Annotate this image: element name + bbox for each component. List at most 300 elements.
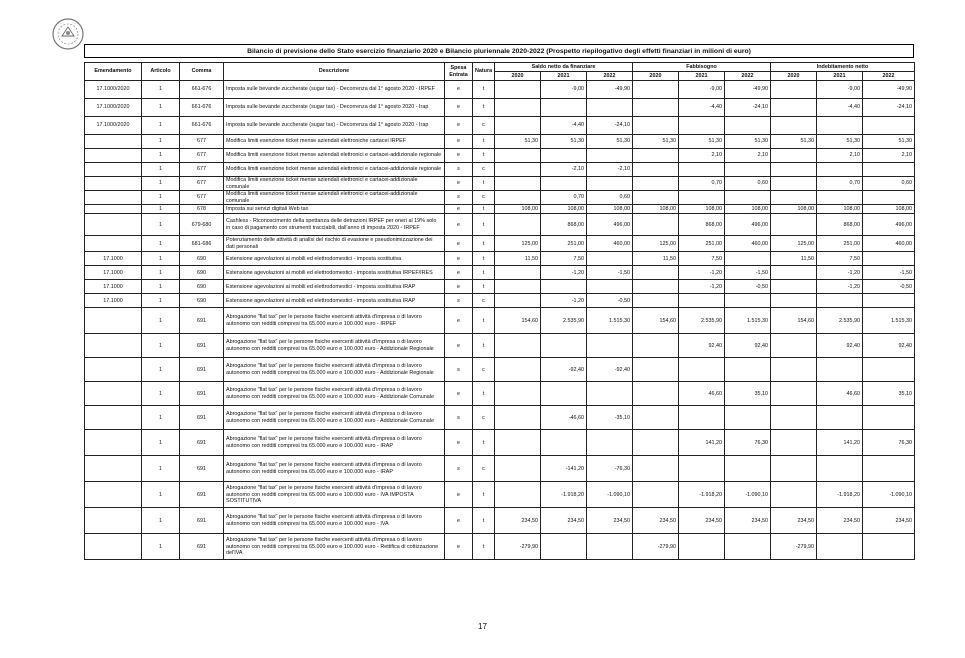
cell-descrizione: Modifica limiti esenzione ticket mense aziendali elettroniche cartacei IRPEF — [224, 135, 445, 149]
cell-descrizione: Abrogazione "flat tax" per le persone fisiche esercenti attività d'impresa o di lavoro autonomo con redditi compresi tra 65.000 euro e 100.000 euro - IRAP — [224, 456, 445, 482]
cell-fabbisogno-2020 — [633, 280, 679, 294]
seal-emblem-icon — [50, 16, 86, 52]
cell-comma: 691 — [180, 456, 224, 482]
cell-descrizione: Estensione agevolazioni ai mobili ed elettrodomestici - imposta sostitutiva IRAP — [224, 294, 445, 308]
cell-comma: 677 — [180, 163, 224, 177]
cell-indebitamento-2020 — [771, 430, 817, 456]
cell-articolo: 1 — [142, 534, 180, 560]
cell-fabbisogno-2020 — [633, 99, 679, 117]
cell-indebitamento-2021: -1.918,20 — [817, 482, 863, 508]
cell-natura: t — [473, 266, 495, 280]
cell-articolo: 1 — [142, 406, 180, 430]
cell-articolo: 1 — [142, 205, 180, 214]
cell-saldo-2022 — [587, 149, 633, 163]
header-year: 2020 — [633, 72, 679, 81]
cell-natura: t — [473, 280, 495, 294]
cell-fabbisogno-2020: 125,00 — [633, 236, 679, 252]
cell-natura: c — [473, 191, 495, 205]
cell-emendamento — [85, 149, 142, 163]
cell-spesa-entrata: e — [445, 280, 473, 294]
cell-emendamento — [85, 308, 142, 334]
cell-saldo-2020 — [495, 382, 541, 406]
cell-comma: 691 — [180, 406, 224, 430]
cell-saldo-2021: -9,00 — [541, 81, 587, 99]
cell-fabbisogno-2021: 234,50 — [679, 508, 725, 534]
cell-saldo-2022: -35,10 — [587, 406, 633, 430]
cell-fabbisogno-2022 — [725, 117, 771, 135]
cell-indebitamento-2022 — [863, 406, 915, 430]
cell-articolo: 1 — [142, 214, 180, 236]
cell-saldo-2022: -92,40 — [587, 358, 633, 382]
header-year: 2022 — [725, 72, 771, 81]
cell-saldo-2022 — [587, 252, 633, 266]
cell-fabbisogno-2022 — [725, 534, 771, 560]
cell-spesa-entrata: s — [445, 358, 473, 382]
cell-articolo: 1 — [142, 163, 180, 177]
cell-emendamento: 17.1000 — [85, 252, 142, 266]
table-header — [85, 63, 915, 81]
cell-descrizione: Imposta sui servizi digitali Web tax — [224, 205, 445, 214]
cell-indebitamento-2020: 125,00 — [771, 236, 817, 252]
cell-saldo-2021 — [541, 382, 587, 406]
table-row — [85, 163, 915, 177]
cell-saldo-2020 — [495, 358, 541, 382]
cell-saldo-2021: -92,40 — [541, 358, 587, 382]
cell-comma: 691 — [180, 508, 224, 534]
cell-comma: 677 — [180, 149, 224, 163]
cell-descrizione: Estensione agevolazioni ai mobili ed elettrodomestici - imposta sostitutiva — [224, 252, 445, 266]
cell-fabbisogno-2020 — [633, 456, 679, 482]
table-row — [85, 482, 915, 508]
cell-emendamento — [85, 482, 142, 508]
cell-saldo-2021: 51,30 — [541, 135, 587, 149]
cell-indebitamento-2020: 154,60 — [771, 308, 817, 334]
cell-descrizione: Estensione agevolazioni ai mobili ed elettrodomestici - imposta sostitutiva IRAP — [224, 280, 445, 294]
cell-spesa-entrata: e — [445, 205, 473, 214]
cell-saldo-2022 — [587, 334, 633, 358]
cell-fabbisogno-2020 — [633, 149, 679, 163]
cell-fabbisogno-2021: 251,00 — [679, 236, 725, 252]
cell-natura: t — [473, 135, 495, 149]
cell-articolo: 1 — [142, 149, 180, 163]
table-row — [85, 294, 915, 308]
cell-indebitamento-2022: -24,10 — [863, 99, 915, 117]
cell-fabbisogno-2022: -24,10 — [725, 99, 771, 117]
header-articolo: Articolo — [142, 63, 180, 81]
cell-natura: c — [473, 406, 495, 430]
cell-emendamento: 17.1000 — [85, 294, 142, 308]
cell-fabbisogno-2022: 2,10 — [725, 149, 771, 163]
cell-saldo-2021: 234,50 — [541, 508, 587, 534]
cell-indebitamento-2021 — [817, 534, 863, 560]
cell-natura: t — [473, 149, 495, 163]
cell-indebitamento-2022: -1.090,10 — [863, 482, 915, 508]
cell-saldo-2020 — [495, 280, 541, 294]
cell-indebitamento-2022 — [863, 534, 915, 560]
cell-comma: 677 — [180, 177, 224, 191]
cell-saldo-2022 — [587, 430, 633, 456]
cell-natura: t — [473, 177, 495, 191]
cell-fabbisogno-2022 — [725, 191, 771, 205]
cell-emendamento — [85, 163, 142, 177]
cell-fabbisogno-2022: 0,60 — [725, 177, 771, 191]
cell-fabbisogno-2020: 11,50 — [633, 252, 679, 266]
cell-indebitamento-2020: 11,50 — [771, 252, 817, 266]
cell-fabbisogno-2020 — [633, 266, 679, 280]
cell-spesa-entrata: e — [445, 117, 473, 135]
cell-saldo-2021: -1.918,20 — [541, 482, 587, 508]
cell-spesa-entrata: s — [445, 456, 473, 482]
table-row — [85, 177, 915, 191]
cell-fabbisogno-2021 — [679, 294, 725, 308]
table-row — [85, 117, 915, 135]
cell-articolo: 1 — [142, 99, 180, 117]
cell-natura: c — [473, 456, 495, 482]
cell-fabbisogno-2020: 51,30 — [633, 135, 679, 149]
cell-fabbisogno-2021: 868,00 — [679, 214, 725, 236]
cell-fabbisogno-2021: 141,20 — [679, 430, 725, 456]
cell-saldo-2021: 868,00 — [541, 214, 587, 236]
cell-saldo-2020 — [495, 482, 541, 508]
cell-fabbisogno-2022: 1.515,30 — [725, 308, 771, 334]
cell-indebitamento-2020 — [771, 406, 817, 430]
cell-articolo: 1 — [142, 81, 180, 99]
cell-comma: 661-676 — [180, 81, 224, 99]
cell-saldo-2021 — [541, 334, 587, 358]
cell-indebitamento-2021 — [817, 163, 863, 177]
cell-fabbisogno-2020 — [633, 406, 679, 430]
cell-articolo: 1 — [142, 294, 180, 308]
cell-saldo-2021: -46,60 — [541, 406, 587, 430]
cell-spesa-entrata: e — [445, 534, 473, 560]
cell-spesa-entrata: e — [445, 236, 473, 252]
cell-natura: t — [473, 430, 495, 456]
cell-emendamento — [85, 456, 142, 482]
cell-indebitamento-2020: 51,30 — [771, 135, 817, 149]
cell-indebitamento-2021: 141,20 — [817, 430, 863, 456]
cell-fabbisogno-2020: -279,90 — [633, 534, 679, 560]
cell-descrizione: Abrogazione "flat tax" per le persone fisiche esercenti attività d'impresa o di lavoro autonomo con redditi compresi tra 65.000 euro e 100.000 euro - IRAP — [224, 430, 445, 456]
cell-fabbisogno-2021 — [679, 406, 725, 430]
cell-natura: c — [473, 294, 495, 308]
cell-saldo-2020: 154,60 — [495, 308, 541, 334]
cell-fabbisogno-2020: 234,50 — [633, 508, 679, 534]
cell-saldo-2020: 11,50 — [495, 252, 541, 266]
cell-saldo-2020 — [495, 81, 541, 99]
cell-saldo-2022: -2,10 — [587, 163, 633, 177]
cell-fabbisogno-2021: 2.535,90 — [679, 308, 725, 334]
cell-saldo-2022: 51,30 — [587, 135, 633, 149]
cell-comma: 691 — [180, 308, 224, 334]
cell-saldo-2022 — [587, 382, 633, 406]
cell-descrizione: Imposta sulle bevande zuccherate (sugar tax) - Decorrenza dal 1° agosto 2020 - Irap — [224, 99, 445, 117]
cell-saldo-2021 — [541, 280, 587, 294]
cell-indebitamento-2020 — [771, 334, 817, 358]
cell-indebitamento-2022: 35,10 — [863, 382, 915, 406]
cell-comma: 677 — [180, 191, 224, 205]
header-emendamento: Emendamento — [85, 63, 142, 81]
cell-fabbisogno-2020 — [633, 191, 679, 205]
cell-fabbisogno-2022: -1.090,10 — [725, 482, 771, 508]
cell-articolo: 1 — [142, 266, 180, 280]
cell-fabbisogno-2020 — [633, 358, 679, 382]
cell-fabbisogno-2021: 108,00 — [679, 205, 725, 214]
cell-fabbisogno-2022: 234,50 — [725, 508, 771, 534]
cell-emendamento: 17.1000/2020 — [85, 81, 142, 99]
cell-fabbisogno-2022: 76,30 — [725, 430, 771, 456]
cell-fabbisogno-2021 — [679, 358, 725, 382]
cell-fabbisogno-2022: 460,00 — [725, 236, 771, 252]
cell-indebitamento-2021: 51,30 — [817, 135, 863, 149]
cell-indebitamento-2022: 460,00 — [863, 236, 915, 252]
cell-saldo-2020 — [495, 117, 541, 135]
cell-natura: t — [473, 236, 495, 252]
cell-saldo-2021: 251,00 — [541, 236, 587, 252]
cell-comma: 678 — [180, 205, 224, 214]
cell-indebitamento-2021: 2,10 — [817, 149, 863, 163]
header-year: 2022 — [587, 72, 633, 81]
cell-fabbisogno-2022 — [725, 252, 771, 266]
cell-fabbisogno-2021 — [679, 191, 725, 205]
cell-saldo-2022 — [587, 280, 633, 294]
cell-natura: t — [473, 534, 495, 560]
cell-indebitamento-2022 — [863, 294, 915, 308]
cell-spesa-entrata: e — [445, 482, 473, 508]
header-year: 2020 — [495, 72, 541, 81]
cell-saldo-2022: -1.090,10 — [587, 482, 633, 508]
cell-fabbisogno-2021: -1.918,20 — [679, 482, 725, 508]
cell-indebitamento-2022: -1,50 — [863, 266, 915, 280]
cell-indebitamento-2020 — [771, 280, 817, 294]
cell-articolo: 1 — [142, 358, 180, 382]
cell-emendamento — [85, 508, 142, 534]
cell-saldo-2022 — [587, 534, 633, 560]
cell-descrizione: Modifica limiti esenzione ticket mense aziendali elettronici e cartacei-addizionale regionale — [224, 163, 445, 177]
cell-spesa-entrata: e — [445, 382, 473, 406]
cell-descrizione: Abrogazione "flat tax" per le persone fisiche esercenti attività d'impresa o di lavoro autonomo con redditi compresi tra 65.000 euro e 100.000 euro - IVA — [224, 508, 445, 534]
cell-fabbisogno-2021: 92,40 — [679, 334, 725, 358]
table-row — [85, 149, 915, 163]
effects-table — [84, 62, 915, 560]
cell-indebitamento-2022: 2,10 — [863, 149, 915, 163]
cell-natura: t — [473, 205, 495, 214]
cell-descrizione: Abrogazione "flat tax" per le persone fisiche esercenti attività d'impresa o di lavoro autonomo con redditi compresi tra 65.000 euro e 100.000 euro - Addizionale Comunale — [224, 382, 445, 406]
cell-fabbisogno-2022 — [725, 163, 771, 177]
cell-fabbisogno-2020 — [633, 177, 679, 191]
cell-articolo: 1 — [142, 280, 180, 294]
page-number: 17 — [478, 622, 487, 631]
cell-indebitamento-2022: 0,60 — [863, 177, 915, 191]
cell-indebitamento-2020 — [771, 358, 817, 382]
cell-fabbisogno-2021: 0,70 — [679, 177, 725, 191]
cell-saldo-2021: 7,50 — [541, 252, 587, 266]
header-year: 2022 — [863, 72, 915, 81]
cell-spesa-entrata: e — [445, 266, 473, 280]
cell-articolo: 1 — [142, 252, 180, 266]
cell-fabbisogno-2020 — [633, 214, 679, 236]
table-body — [85, 81, 915, 560]
cell-saldo-2020: 51,30 — [495, 135, 541, 149]
cell-saldo-2022 — [587, 99, 633, 117]
cell-indebitamento-2021: -1,20 — [817, 280, 863, 294]
cell-spesa-entrata: e — [445, 334, 473, 358]
cell-emendamento — [85, 406, 142, 430]
cell-natura: t — [473, 308, 495, 334]
cell-saldo-2021: -1,20 — [541, 294, 587, 308]
table-row — [85, 266, 915, 280]
cell-indebitamento-2021: -4,40 — [817, 99, 863, 117]
cell-indebitamento-2021 — [817, 456, 863, 482]
cell-comma: 691 — [180, 382, 224, 406]
cell-indebitamento-2020: -279,90 — [771, 534, 817, 560]
cell-descrizione: Modifica limiti esenzione ticket mense aziendali elettronici e cartacei-addizionale comunale — [224, 177, 445, 191]
cell-articolo: 1 — [142, 334, 180, 358]
cell-saldo-2022: 108,00 — [587, 205, 633, 214]
cell-saldo-2022: 0,60 — [587, 191, 633, 205]
table-row — [85, 358, 915, 382]
cell-saldo-2020: -279,90 — [495, 534, 541, 560]
cell-fabbisogno-2022: -0,50 — [725, 280, 771, 294]
cell-saldo-2021: -141,20 — [541, 456, 587, 482]
cell-spesa-entrata: e — [445, 149, 473, 163]
cell-indebitamento-2020: 108,00 — [771, 205, 817, 214]
cell-descrizione: Modifica limiti esenzione ticket mense aziendali elettronici e cartacei-addizionale comunale — [224, 191, 445, 205]
cell-indebitamento-2020 — [771, 117, 817, 135]
cell-spesa-entrata: e — [445, 99, 473, 117]
cell-saldo-2021: -2,10 — [541, 163, 587, 177]
cell-saldo-2021 — [541, 99, 587, 117]
cell-indebitamento-2021: -1,20 — [817, 266, 863, 280]
cell-indebitamento-2022: 76,30 — [863, 430, 915, 456]
cell-saldo-2020 — [495, 177, 541, 191]
cell-natura: t — [473, 382, 495, 406]
cell-indebitamento-2021: 868,00 — [817, 214, 863, 236]
cell-saldo-2020 — [495, 294, 541, 308]
cell-comma: 691 — [180, 334, 224, 358]
cell-emendamento — [85, 135, 142, 149]
cell-indebitamento-2022: 108,00 — [863, 205, 915, 214]
cell-indebitamento-2021: 0,70 — [817, 177, 863, 191]
table-row — [85, 334, 915, 358]
cell-indebitamento-2021: 251,00 — [817, 236, 863, 252]
cell-articolo: 1 — [142, 382, 180, 406]
cell-natura: t — [473, 334, 495, 358]
cell-descrizione: Abrogazione "flat tax" per le persone fisiche esercenti attività d'impresa o di lavoro autonomo con redditi compresi tra 65.000 euro e 100.000 euro - Addizionale Regionale — [224, 358, 445, 382]
cell-indebitamento-2020 — [771, 81, 817, 99]
cell-emendamento — [85, 334, 142, 358]
table-row — [85, 406, 915, 430]
cell-indebitamento-2020 — [771, 294, 817, 308]
cell-articolo: 1 — [142, 456, 180, 482]
cell-indebitamento-2021: 92,40 — [817, 334, 863, 358]
cell-saldo-2022 — [587, 177, 633, 191]
header-descrizione: Descrizione — [224, 63, 445, 81]
cell-fabbisogno-2022: 51,30 — [725, 135, 771, 149]
table-row — [85, 430, 915, 456]
cell-descrizione: Abrogazione "flat tax" per le persone fisiche esercenti attività d'impresa o di lavoro autonomo con redditi compresi tra 65.000 euro e 100.000 euro - Rettifica di cottizzazione del'IVA — [224, 534, 445, 560]
cell-emendamento — [85, 382, 142, 406]
cell-indebitamento-2021 — [817, 191, 863, 205]
cell-indebitamento-2020: 234,50 — [771, 508, 817, 534]
cell-articolo: 1 — [142, 236, 180, 252]
cell-saldo-2021: 0,70 — [541, 191, 587, 205]
cell-descrizione: Estensione agevolazioni ai mobili ed elettrodomestici - imposta sostitutiva IRPEF/IRES — [224, 266, 445, 280]
cell-indebitamento-2022 — [863, 456, 915, 482]
cell-saldo-2020 — [495, 406, 541, 430]
header-indebitamento: Indebitamento netto — [771, 63, 915, 72]
cell-saldo-2020: 234,50 — [495, 508, 541, 534]
cell-fabbisogno-2020: 154,60 — [633, 308, 679, 334]
cell-natura: t — [473, 508, 495, 534]
cell-indebitamento-2020 — [771, 191, 817, 205]
cell-indebitamento-2020 — [771, 149, 817, 163]
cell-fabbisogno-2021 — [679, 456, 725, 482]
cell-fabbisogno-2021: -4,40 — [679, 99, 725, 117]
header-year: 2020 — [771, 72, 817, 81]
cell-fabbisogno-2020 — [633, 482, 679, 508]
cell-emendamento — [85, 205, 142, 214]
cell-indebitamento-2021: 46,60 — [817, 382, 863, 406]
cell-natura: t — [473, 482, 495, 508]
cell-spesa-entrata: e — [445, 252, 473, 266]
cell-indebitamento-2020 — [771, 99, 817, 117]
cell-articolo: 1 — [142, 177, 180, 191]
table-row — [85, 191, 915, 205]
cell-fabbisogno-2020 — [633, 334, 679, 358]
cell-natura: t — [473, 81, 495, 99]
cell-saldo-2022: 496,00 — [587, 214, 633, 236]
cell-saldo-2022: 460,00 — [587, 236, 633, 252]
table-row — [85, 81, 915, 99]
cell-fabbisogno-2022 — [725, 456, 771, 482]
cell-fabbisogno-2021 — [679, 117, 725, 135]
cell-saldo-2020 — [495, 266, 541, 280]
cell-articolo: 1 — [142, 482, 180, 508]
cell-descrizione: Potenziamento delle attività di analisi del rischio di evasione e pseudonimizzazione dei dati personali — [224, 236, 445, 252]
header-natura: Natura — [473, 63, 495, 81]
cell-saldo-2020 — [495, 214, 541, 236]
cell-fabbisogno-2020 — [633, 117, 679, 135]
cell-spesa-entrata: e — [445, 214, 473, 236]
cell-comma: 679-680 — [180, 214, 224, 236]
cell-saldo-2022: 234,50 — [587, 508, 633, 534]
cell-saldo-2020: 125,00 — [495, 236, 541, 252]
cell-fabbisogno-2021: 2,10 — [679, 149, 725, 163]
cell-saldo-2020 — [495, 163, 541, 177]
cell-spesa-entrata: s — [445, 163, 473, 177]
cell-saldo-2021 — [541, 177, 587, 191]
cell-indebitamento-2022 — [863, 117, 915, 135]
cell-indebitamento-2021: 2.535,90 — [817, 308, 863, 334]
cell-saldo-2022: 1.515,30 — [587, 308, 633, 334]
cell-emendamento — [85, 214, 142, 236]
cell-indebitamento-2021 — [817, 358, 863, 382]
cell-fabbisogno-2021: 46,60 — [679, 382, 725, 406]
cell-emendamento — [85, 430, 142, 456]
cell-fabbisogno-2022: -49,90 — [725, 81, 771, 99]
cell-emendamento: 17.1000 — [85, 280, 142, 294]
cell-indebitamento-2021: 7,50 — [817, 252, 863, 266]
cell-natura: c — [473, 163, 495, 177]
cell-spesa-entrata: e — [445, 177, 473, 191]
cell-fabbisogno-2022 — [725, 406, 771, 430]
cell-spesa-entrata: s — [445, 294, 473, 308]
cell-fabbisogno-2020 — [633, 294, 679, 308]
table-row — [85, 382, 915, 406]
cell-indebitamento-2021 — [817, 406, 863, 430]
cell-fabbisogno-2021: 7,50 — [679, 252, 725, 266]
cell-comma: 661-676 — [180, 117, 224, 135]
